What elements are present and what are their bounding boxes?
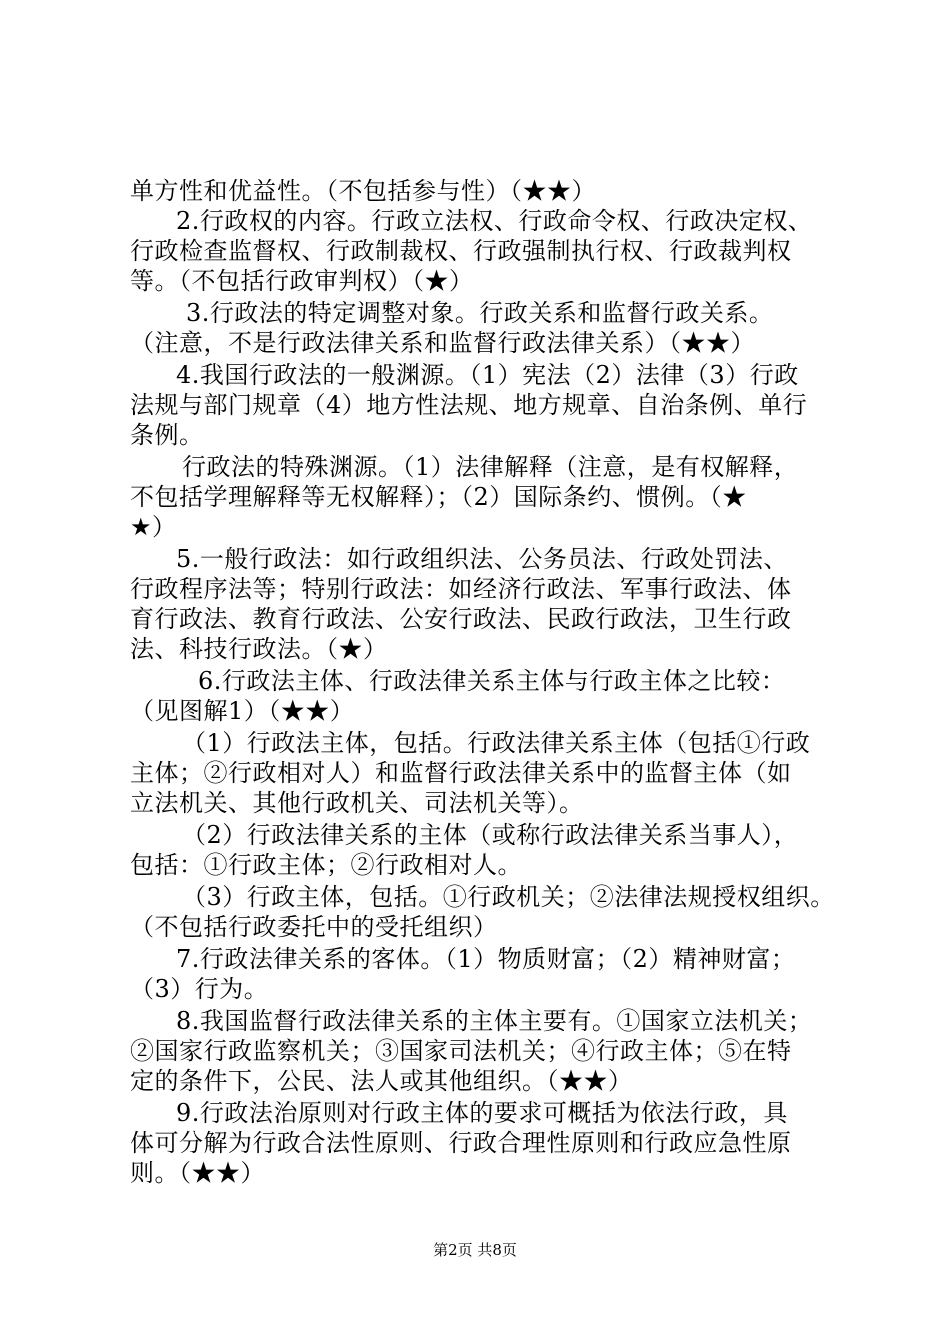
text-line: ②国家行政监察机关；③国家司法机关；④行政主体；⑤在特: [130, 1037, 792, 1065]
text-line: 包括：①行政主体；②行政相对人。: [130, 851, 522, 879]
text-line: 9.行政法治原则对行政主体的要求可概括为依法行政，具: [176, 1099, 788, 1127]
text-line: 4.我国行政法的一般渊源。（1）宪法（2）法律（3）行政: [176, 361, 799, 389]
text-line: 行政检查监督权、行政制裁权、行政强制执行权、行政裁判权: [130, 237, 792, 265]
text-line: 2.行政权的内容。行政立法权、行政命令权、行政决定权、: [176, 207, 813, 235]
text-line: 3.行政法的特定调整对象。行政关系和监督行政关系。: [186, 299, 774, 327]
text-line: 立法机关、其他行政机关、司法机关等）。: [130, 789, 584, 817]
text-line: 主体；②行政相对人）和监督行政法律关系中的监督主体（如: [130, 759, 792, 787]
text-line: 7.行政法律关系的客体。（1）物质财富；（2）精神财富；: [176, 945, 796, 973]
text-line: 条例。: [130, 421, 204, 449]
text-line: 等。（不包括行政审判权）（★）: [130, 267, 474, 295]
text-line: 定的条件下，公民、法人或其他组织。（★★）: [130, 1067, 633, 1095]
text-line: （注意，不是行政法律关系和监督行政法律关系）（★★）: [130, 329, 755, 357]
text-line: 5.一般行政法：如行政组织法、公务员法、行政处罚法、: [176, 545, 788, 573]
text-line: （不包括行政委托中的受托组织）: [130, 913, 498, 941]
text-line: 6.行政法主体、行政法律关系主体与行政主体之比较：: [198, 667, 786, 695]
text-line: 育行政法、教育行政法、公安行政法、民政行政法，卫生行政: [130, 605, 792, 633]
text-line: 法、科技行政法。（★）: [130, 635, 388, 663]
text-line: （3）行政主体，包括。①行政机关；②法律法规授权组织。: [182, 883, 835, 911]
text-line: 法规与部门规章（4）地方性法规、地方规章、自治条例、单行: [130, 391, 808, 419]
text-line: 则。（★★）: [130, 1159, 265, 1187]
text-line: （1）行政法主体，包括。行政法律关系主体（包括①行政: [182, 729, 811, 757]
text-line: ★）: [130, 513, 177, 541]
text-line: 8.我国监督行政法律关系的主体主要有。①国家立法机关；: [176, 1007, 813, 1035]
page-footer: 第2页 共8页: [433, 1241, 517, 1259]
text-line: （3）行为。: [130, 975, 269, 1003]
text-line: 不包括学理解释等无权解释）；（2）国际条约、惯例。（★: [130, 483, 747, 511]
text-line: （2）行政法律关系的主体（或称行政法律关系当事人），: [182, 821, 799, 849]
text-line: 行政程序法等；特别行政法：如经济行政法、军事行政法、体: [130, 575, 792, 603]
text-line: （见图解1）（★★）: [130, 697, 355, 725]
text-line: 体可分解为行政合法性原则、行政合理性原则和行政应急性原: [130, 1129, 792, 1157]
text-line: 行政法的特殊渊源。（1）法律解释（注意，是有权解释，: [182, 453, 799, 481]
text-line: 单方性和优益性。（不包括参与性）（★★）: [130, 177, 596, 205]
